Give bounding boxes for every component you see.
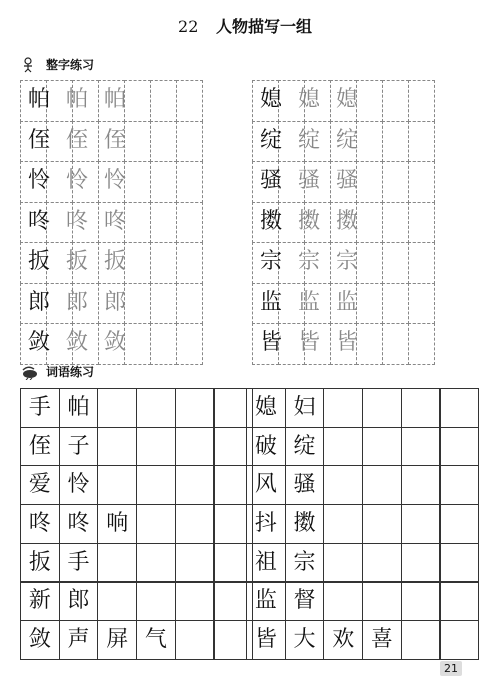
grid-cell (97, 427, 137, 467)
character-slot (58, 121, 96, 162)
character-slot (252, 283, 290, 324)
grid-cell (362, 427, 402, 467)
character-slot (96, 283, 134, 324)
grid-cell (382, 323, 409, 365)
grid-cell (20, 504, 60, 544)
grid-cell (440, 465, 480, 505)
grid-cell (59, 427, 99, 467)
practice-character: 敛 (28, 627, 51, 653)
practice-character: 骚 (335, 168, 358, 194)
character-slot (290, 80, 328, 121)
practice-character: 爱 (28, 472, 51, 498)
practice-character: 骚 (293, 472, 316, 498)
grid-cell (136, 620, 176, 660)
practice-character: 媳 (259, 87, 282, 113)
grid-cell (382, 161, 409, 203)
practice-character: 怜 (67, 472, 90, 498)
grid-cell (97, 388, 137, 428)
character-slot (290, 202, 328, 243)
practice-character: 扳 (28, 549, 51, 575)
grid-cell (136, 582, 176, 622)
grid-cell (176, 121, 203, 163)
figure-icon (20, 57, 40, 73)
character-slot (20, 242, 58, 283)
character-slot (96, 202, 134, 243)
character-slot (252, 242, 290, 283)
character-slot (328, 161, 366, 202)
practice-character: 怜 (65, 168, 88, 194)
character-slot (328, 242, 366, 283)
grid-cell (440, 504, 480, 544)
character-slot (290, 121, 328, 162)
practice-character: 敛 (27, 330, 50, 356)
character-slot (328, 202, 366, 243)
grid-cell (97, 504, 137, 544)
grid-cell (362, 388, 402, 428)
practice-character: 喜 (370, 627, 393, 653)
character-slot (20, 323, 58, 364)
grid-cell (246, 504, 286, 544)
practice-character: 风 (254, 472, 277, 498)
grid-cell (362, 620, 402, 660)
practice-character: 手 (28, 394, 51, 420)
grid-cell (175, 504, 215, 544)
grid-cell (285, 504, 325, 544)
practice-character: 监 (297, 289, 320, 315)
grid-cell (59, 620, 99, 660)
character-slot (252, 80, 290, 121)
grid-cell (362, 465, 402, 505)
character-slot (290, 283, 328, 324)
grid-cell (401, 543, 441, 583)
grid-cell (285, 388, 325, 428)
practice-character: 督 (293, 588, 316, 614)
grid-cell (285, 582, 325, 622)
practice-character: 咚 (27, 208, 50, 234)
grid-cell (408, 323, 435, 365)
practice-character: 郎 (67, 588, 90, 614)
grid-cell (382, 121, 409, 163)
practice-character: 郎 (103, 289, 126, 315)
practice-character: 祖 (254, 549, 277, 575)
grid-cell (20, 543, 60, 583)
grid-cell (175, 543, 215, 583)
grid-cell (440, 388, 480, 428)
grid-cell (136, 504, 176, 544)
grid-cell (246, 543, 286, 583)
grid-cell (175, 465, 215, 505)
practice-character: 气 (144, 627, 167, 653)
grid-cell (20, 465, 60, 505)
practice-character: 怜 (27, 168, 50, 194)
grid-cell (440, 582, 480, 622)
grid-cell (175, 620, 215, 660)
grid-cell (136, 427, 176, 467)
grid-cell (323, 465, 363, 505)
grid-cell (97, 543, 137, 583)
character-slot (58, 323, 96, 364)
practice-character: 监 (335, 289, 358, 315)
grid-cell (401, 427, 441, 467)
grid-cell (150, 283, 177, 325)
practice-character: 敛 (103, 330, 126, 356)
practice-character: 手 (67, 549, 90, 575)
practice-character: 郎 (65, 289, 88, 315)
lesson-number: 22 (178, 17, 199, 36)
grid-cell (440, 620, 480, 660)
practice-character: 绽 (293, 433, 316, 459)
character-slot (96, 323, 134, 364)
practice-character: 妇 (293, 394, 316, 420)
grid-cell (401, 582, 441, 622)
practice-character: 扳 (65, 249, 88, 275)
character-slot (96, 80, 134, 121)
grid-cell (246, 427, 286, 467)
grid-cell (59, 465, 99, 505)
practice-character: 骚 (297, 168, 320, 194)
character-slot (96, 121, 134, 162)
grid-cell (150, 80, 177, 122)
character-slot (20, 202, 58, 243)
practice-character: 宗 (293, 549, 316, 575)
practice-character: 绽 (297, 127, 320, 153)
practice-character: 咚 (67, 510, 90, 536)
character-slot (290, 323, 328, 364)
grid-cell (401, 465, 441, 505)
practice-character: 敛 (65, 330, 88, 356)
practice-character: 声 (67, 627, 90, 653)
grid-cell (285, 465, 325, 505)
practice-character: 擞 (293, 510, 316, 536)
grid-cell (408, 121, 435, 163)
practice-character: 宗 (297, 249, 320, 275)
grid-cell (136, 388, 176, 428)
practice-character: 屏 (106, 627, 129, 653)
grid-cell (136, 465, 176, 505)
grid-cell (362, 582, 402, 622)
grid-cell (408, 80, 435, 122)
grid-cell (246, 388, 286, 428)
practice-character: 皆 (254, 627, 277, 653)
character-slot (252, 121, 290, 162)
grid-cell (323, 543, 363, 583)
practice-character: 咚 (103, 208, 126, 234)
practice-character: 扳 (27, 249, 50, 275)
character-slot (58, 80, 96, 121)
practice-character: 扳 (103, 249, 126, 275)
character-slot (58, 202, 96, 243)
character-slot (20, 80, 58, 121)
grid-cell (59, 582, 99, 622)
practice-character: 帕 (67, 394, 90, 420)
grid-cell (176, 80, 203, 122)
practice-character: 监 (259, 289, 282, 315)
character-slot (58, 161, 96, 202)
grid-cell (97, 620, 137, 660)
character-slot (290, 242, 328, 283)
page-title (0, 14, 490, 37)
practice-character: 宗 (335, 249, 358, 275)
grid-cell (175, 427, 215, 467)
grid-cell (323, 582, 363, 622)
grid-cell (246, 465, 286, 505)
practice-character: 媳 (254, 394, 277, 420)
grid-cell (150, 202, 177, 244)
grid-cell (20, 582, 60, 622)
grid-cell (97, 582, 137, 622)
grid-cell (401, 388, 441, 428)
grid-cell (136, 543, 176, 583)
practice-character: 子 (67, 433, 90, 459)
character-slot (328, 121, 366, 162)
practice-character: 怜 (103, 168, 126, 194)
practice-character: 擞 (259, 208, 282, 234)
practice-character: 侄 (27, 127, 50, 153)
practice-character: 皆 (297, 330, 320, 356)
practice-character: 皆 (259, 330, 282, 356)
character-slot (58, 242, 96, 283)
grid-cell (150, 242, 177, 284)
practice-character: 绽 (259, 127, 282, 153)
grid-cell (285, 427, 325, 467)
character-slot (20, 283, 58, 324)
grid-cell (150, 161, 177, 203)
grid-cell (175, 388, 215, 428)
grid-cell (59, 504, 99, 544)
character-slot (20, 161, 58, 202)
section-label: 整字练习 (46, 58, 95, 72)
grid-cell (382, 283, 409, 325)
grid-cell (175, 582, 215, 622)
character-slot (252, 323, 290, 364)
grid-cell (323, 388, 363, 428)
grid-cell (382, 242, 409, 284)
section-heading-word-practice (20, 363, 94, 380)
grid-cell (97, 465, 137, 505)
character-slot (252, 202, 290, 243)
grid-cell (246, 620, 286, 660)
practice-character: 抖 (254, 510, 277, 536)
grid-cell (408, 161, 435, 203)
grid-cell (176, 283, 203, 325)
practice-character: 帕 (27, 87, 50, 113)
character-slot (328, 80, 366, 121)
practice-character: 侄 (28, 433, 51, 459)
practice-character: 大 (293, 627, 316, 653)
grid-cell (408, 283, 435, 325)
grid-cell (362, 543, 402, 583)
grid-cell (440, 427, 480, 467)
grid-cell (323, 427, 363, 467)
lesson-title: 人物描写一组 (215, 17, 312, 36)
grid-cell (408, 202, 435, 244)
grid-cell (20, 388, 60, 428)
practice-character: 宗 (259, 249, 282, 275)
practice-character: 响 (106, 510, 129, 536)
character-slot (290, 161, 328, 202)
grid-cell (440, 543, 480, 583)
bird-icon (20, 364, 40, 380)
practice-character: 皆 (335, 330, 358, 356)
grid-cell (401, 504, 441, 544)
character-slot (20, 121, 58, 162)
grid-cell (59, 543, 99, 583)
grid-cell (150, 323, 177, 365)
character-slot (58, 283, 96, 324)
page-number: 21 (440, 661, 462, 676)
section-heading-character-practice (20, 56, 94, 73)
grid-cell (401, 620, 441, 660)
character-slot (96, 242, 134, 283)
practice-character: 咚 (65, 208, 88, 234)
practice-character: 新 (28, 588, 51, 614)
practice-character: 欢 (332, 627, 355, 653)
practice-character: 帕 (65, 87, 88, 113)
practice-character: 媳 (297, 87, 320, 113)
character-slot (96, 161, 134, 202)
practice-character: 郎 (27, 289, 50, 315)
practice-character: 帕 (103, 87, 126, 113)
grid-cell (285, 543, 325, 583)
character-slot (252, 161, 290, 202)
practice-character: 擞 (297, 208, 320, 234)
grid-cell (176, 323, 203, 365)
practice-character: 擞 (335, 208, 358, 234)
grid-cell (323, 504, 363, 544)
grid-cell (382, 80, 409, 122)
character-slot (328, 323, 366, 364)
grid-cell (176, 161, 203, 203)
practice-character: 破 (254, 433, 277, 459)
grid-cell (176, 242, 203, 284)
practice-character: 监 (254, 588, 277, 614)
practice-character: 绽 (335, 127, 358, 153)
practice-character: 侄 (65, 127, 88, 153)
character-slot (328, 283, 366, 324)
grid-cell (246, 582, 286, 622)
grid-cell (285, 620, 325, 660)
section-label: 词语练习 (46, 365, 95, 379)
grid-cell (362, 504, 402, 544)
grid-cell (20, 427, 60, 467)
grid-cell (59, 388, 99, 428)
practice-character: 骚 (259, 168, 282, 194)
grid-cell (323, 620, 363, 660)
practice-character: 媳 (335, 87, 358, 113)
grid-cell (176, 202, 203, 244)
grid-cell (408, 242, 435, 284)
grid-cell (382, 202, 409, 244)
grid-cell (150, 121, 177, 163)
practice-character: 侄 (103, 127, 126, 153)
grid-cell (20, 620, 60, 660)
practice-character: 咚 (28, 510, 51, 536)
